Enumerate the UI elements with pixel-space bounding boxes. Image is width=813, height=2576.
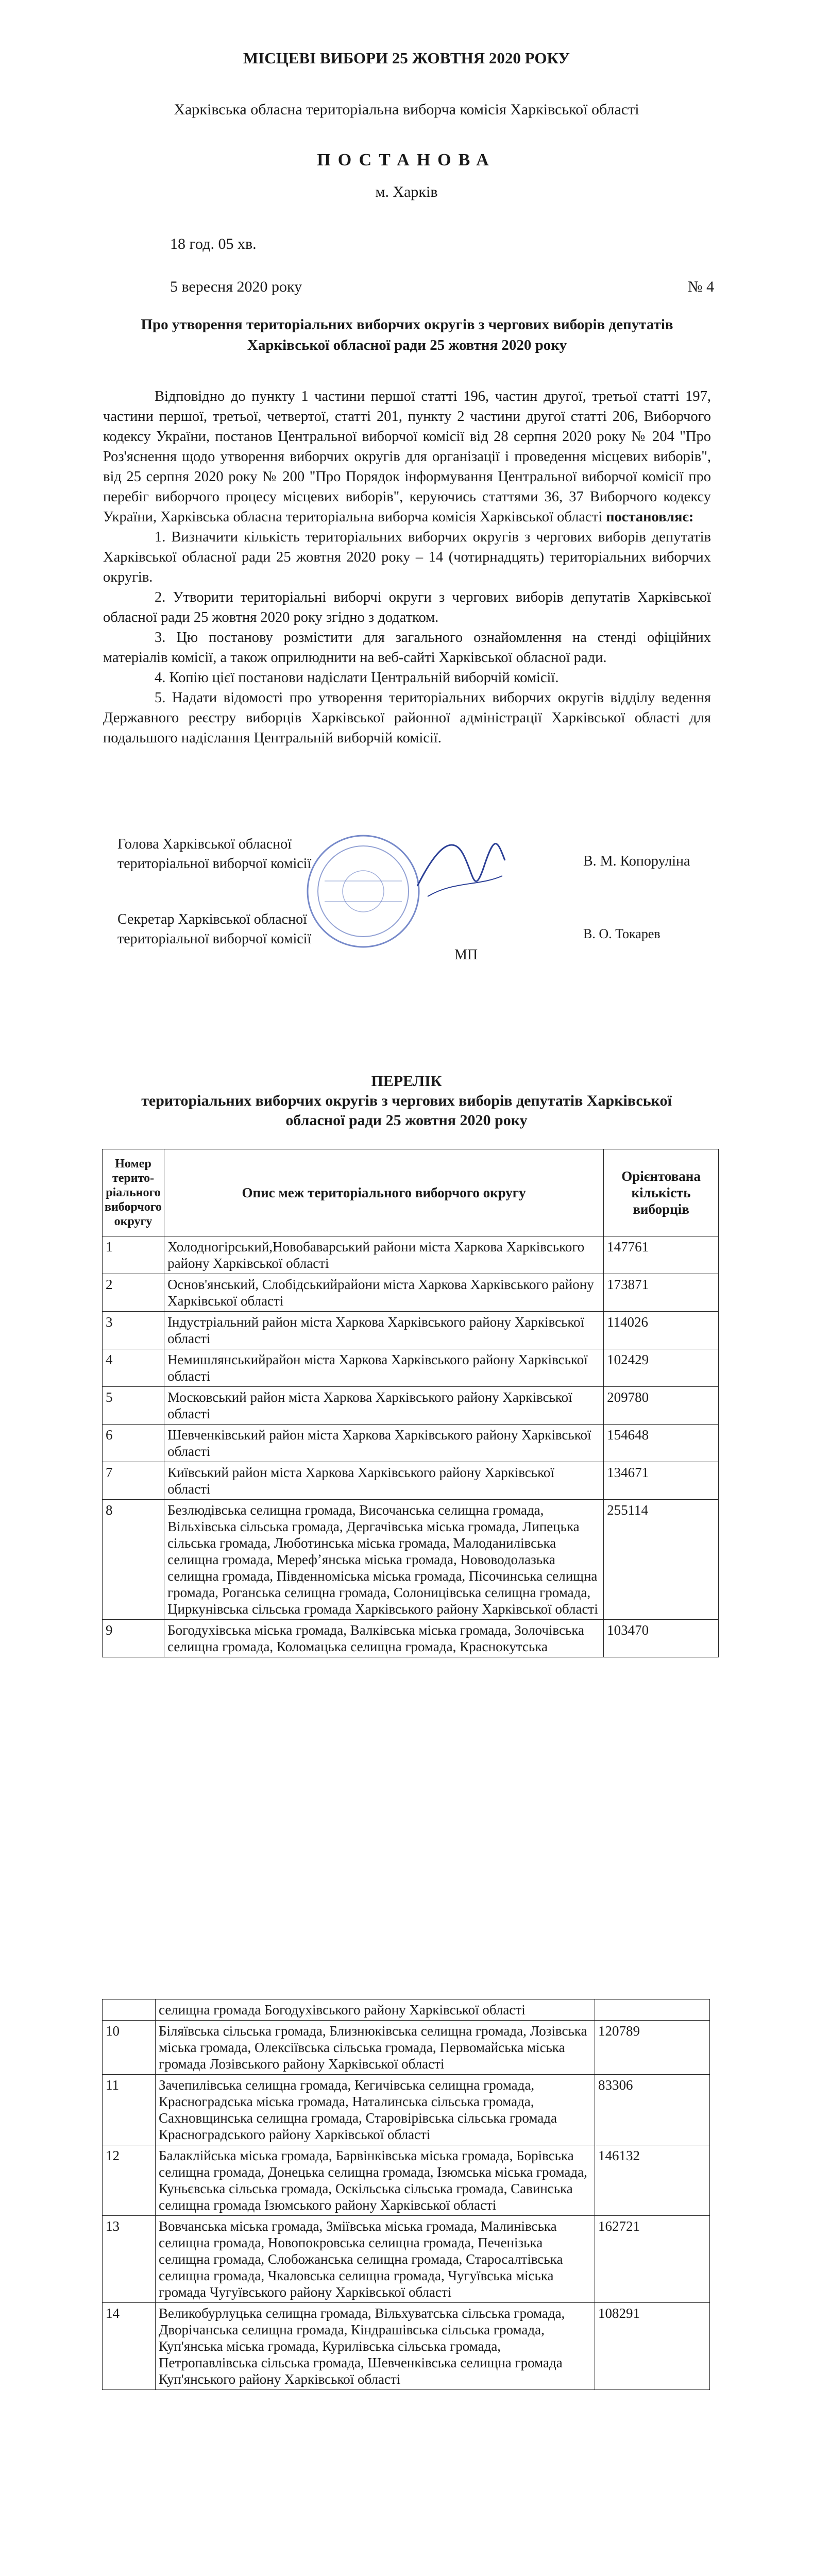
list-title [0,1072,813,1130]
intro-text: Відповідно до пункту 1 частини першої статті 196, частин другої, третьої статті 197, частини першої, третьої, четвертої, статті 201, пункту 2 частини другої статті 206, Виборчого кодексу України, постанов Центральної виборчої комісії від 28 серпня 2020 року № 204 "Про Роз'яснення щодо утворення виборчих округів для організації і проведення місцевих виборів", від 25 серпня 2020 року № 200 "Про Порядок інформування Центральної виборчої комісії про перебіг виборчого процесу місцевих виборів", керуючись статтями 36, 37 Виборчого кодексу України, Харківська обласна територіальна виборча комісія Харківської області [103,388,711,525]
district-number: 7 [103,1462,164,1500]
district-voters: 162721 [595,2216,710,2303]
district-number: 4 [103,1349,164,1387]
district-voters: 83306 [595,2075,710,2145]
district-number: 3 [103,1312,164,1349]
district-description: Зачепилівська селищна громада, Кегичівська селищна громада, Красноградська міська громада, Наталинська сільська громада, Сахновщинська селищна громада, Старовірівська сільська громада Красноградського району Харківської області [156,2075,595,2145]
district-number: 12 [103,2145,156,2216]
district-voters: 173871 [604,1274,719,1312]
district-voters: 114026 [604,1312,719,1349]
document-number: № 4 [688,278,715,295]
district-number: 6 [103,1425,164,1462]
table-row [103,1312,719,1349]
table-row [103,1349,719,1387]
districts-table-part-2 [102,1999,710,2390]
district-number: 11 [103,2075,156,2145]
district-description: селищна громада Богодухівського району Харківської області [156,1999,595,2021]
head-signature-label [117,835,311,874]
district-description-prefix: Біляївська сільська громада, [159,2023,330,2039]
document-date: 5 вересня 2020 року [170,278,302,295]
table-row [103,2021,710,2075]
column-header-voters: Орієнтована кількість виборців [604,1149,719,1236]
secretary-signature-label [117,910,311,949]
district-description: Немишлянськийрайон міста Харкова Харківського району Харківської області [164,1349,604,1387]
table-row [103,2303,710,2390]
district-voters: 209780 [604,1387,719,1425]
district-description: Біляївська сільська громада, Близнюківська селищна громада, Лозівська міська громада, Олексіївська сільська громада, Первомайська міська громада Лозівського району Харківської області [156,2021,595,2075]
list-title-line-3: обласної ради 25 жовтня 2020 року [285,1112,528,1129]
district-voters: 120789 [595,2021,710,2075]
district-description: Балаклійська міська громада, Барвінківська міська громада, Борівська селищна громада, Донецька селищна громада, Ізюмська міська громада, Куньєвська сільська громада, Оскільська сільська громада, Савинська селищна громада Ізюмського району Харківської області [156,2145,595,2216]
head-label-line-2: територіальної виборчої комісії [117,856,312,872]
table-row [103,1236,719,1274]
district-voters: 146132 [595,2145,710,2216]
secretary-label-line-2: територіальної виборчої комісії [117,931,312,947]
resolution-item-2: 2. Утворити територіальні виборчі округи з чергових виборів депутатів Харківської обласної ради 25 жовтня 2020 року згідно з додатком. [103,589,711,625]
resolves-word: постановляє [606,509,689,525]
district-number: 9 [103,1620,164,1657]
table-row [103,1620,719,1657]
district-voters: 102429 [604,1349,719,1387]
resolution-item-4: 4. Копію цієї постанови надіслати Центральній виборчій комісії. [155,670,559,686]
table-row [103,1425,719,1462]
document-time: 18 год. 05 хв. [170,235,257,252]
district-description: Київський район міста Харкова Харківського району Харківської області [164,1462,604,1500]
secretary-label-line-1: Секретар Харківської обласної [117,911,307,927]
district-number: 8 [103,1500,164,1620]
district-description: Богодухівська міська громада, Валківська міська громада, Золочівська селищна громада, Коломацька селищна громада, Краснокутська [164,1620,604,1657]
district-description: Шевченківський район міста Харкова Харківського району Харківської області [164,1425,604,1462]
district-voters: 255114 [604,1500,719,1620]
list-title-line-2: територіальних виборчих округів з чергових виборів депутатів Харківської [141,1092,672,1109]
district-number: 14 [103,2303,156,2390]
district-number: 10 [103,2021,156,2075]
district-number: 13 [103,2216,156,2303]
table-row [103,2075,710,2145]
district-voters: 103470 [604,1620,719,1657]
district-number: 1 [103,1236,164,1274]
district-number: 2 [103,1274,164,1312]
resolution-item-5: 5. Надати відомості про утворення територіальних виборчих округів відділу ведення Державного реєстру виборців Харківської районної адміністрації Харківської області для подальшого надіслання Центральній виборчій комісії. [103,690,711,746]
district-voters: 134671 [604,1462,719,1500]
district-voters: 147761 [604,1236,719,1274]
district-description: Основ'янський, Слобідськийрайони міста Харкова Харківського району Харківської області [164,1274,604,1312]
table-row [103,1387,719,1425]
stamp-mark: МП [454,947,478,963]
column-header-number: Номер терито-ріального виборчого округу [103,1149,164,1236]
districts-table-part-1 [102,1149,719,1657]
list-title-line-1: ПЕРЕЛІК [371,1073,442,1090]
official-seal-icon [304,832,422,951]
document-header-title: МІСЦЕВІ ВИБОРИ 25 ЖОВТНЯ 2020 РОКУ [243,49,570,67]
district-description: Індустріальний район міста Харкова Харківського району Харківської області [164,1312,604,1349]
district-voters [595,1999,710,2021]
column-header-description: Опис меж територіального виборчого округу [164,1149,604,1236]
district-description: Великобурлуцька селищна громада, Вільхуватська сільська громада, Дворічанська селищна громада, Кіндрашівська сільська громада, Куп'янська міська громада, Курилівська сільська громада, Петропавлівська сільська громада, Шевченківська селищна громада Куп'янського району Харківської області [156,2303,595,2390]
district-number: 5 [103,1387,164,1425]
resolution-body [103,386,711,748]
table-row [103,1274,719,1312]
intro-paragraph: Відповідно до пункту 1 частини першої статті 196, частин другої, третьої статті 197, частини першої, третьої, четвертої, статті 201, пункту 2 частини другої статті 206, Виборчого кодексу України, постанов Центральної виборчої комісії від 28 серпня 2020 року № 204 "Про Роз'яснення щодо утворення виборчих округів для організації і проведення місцевих виборів", від 25 серпня 2020 року № 200 "Про Порядок інформування Центральної виборчої комісії про перебіг виборчого процесу місцевих виборів", керуючись статтями 36, 37 Виборчого кодексу України, Харківська обласна територіальна виборча комісія Харківської області постановляє: [103,388,711,525]
head-name: В. М. Копоруліна [583,853,690,869]
head-handwritten-signature-icon [407,824,510,912]
table-row [103,1462,719,1500]
table-row [103,1999,710,2021]
resolution-item-1: 1. Визначити кількість територіальних виборчих округів з чергових виборів депутатів Харківської обласної ради 25 жовтня 2020 року – 14 (чотирнадцять) територіальних виборчих округів. [103,529,711,585]
district-voters: 108291 [595,2303,710,2390]
commission-name: Харківська обласна територіальна виборча комісія Харківської області [174,101,639,118]
table-header-row [103,1149,719,1236]
table-row [103,2216,710,2303]
table-row [103,1500,719,1620]
district-description: Холодногірський,Новобаварський райони міста Харкова Харківського району Харківської області [164,1236,604,1274]
table-row [103,2145,710,2216]
district-number [103,1999,156,2021]
head-label-line-1: Голова Харківської обласної [117,836,292,852]
district-description: Вовчанська міська громада, Зміївська міська громада, Малинівська селищна громада, Новопокровська селищна громада, Печенізька селищна громада, Слобожанська селищна громада, Старосалтівська селищна громада, Чкаловська селищна громада, Чугуївська міська громада Чугуївського району Харківської області [156,2216,595,2303]
resolution-subject: Про утворення територіальних виборчих округів з чергових виборів депутатів Харківської обласної ради 25 жовтня 2020 року [141,316,673,353]
district-description: Безлюдівська селищна громада, Височанська селищна громада, Вільхівська сільська громада, Дергачівська міська громада, Липецька сільська громада, Люботинська міська громада, Малоданилівська селищна громада, Мерефʼянська міська громада, Нововодолазька селищна громада, Південноміська міська громада, Пісочинська селищна громада, Роганська селищна громада, Солоницівська селищна громада, Циркунівська сільська громада Харківського району Харківської області [164,1500,604,1620]
district-voters: 154648 [604,1425,719,1462]
document-type: ПОСТАНОВА [317,150,496,170]
secretary-name: В. О. Токарев [583,926,660,941]
district-description: Московський район міста Харкова Харківського району Харківської області [164,1387,604,1425]
city: м. Харків [375,183,438,200]
resolution-item-3: 3. Цю постанову розмістити для загального ознайомлення на стенді офіційних матеріалів комісії, а також оприлюднити на веб-сайті Харківської обласної ради. [103,630,711,666]
